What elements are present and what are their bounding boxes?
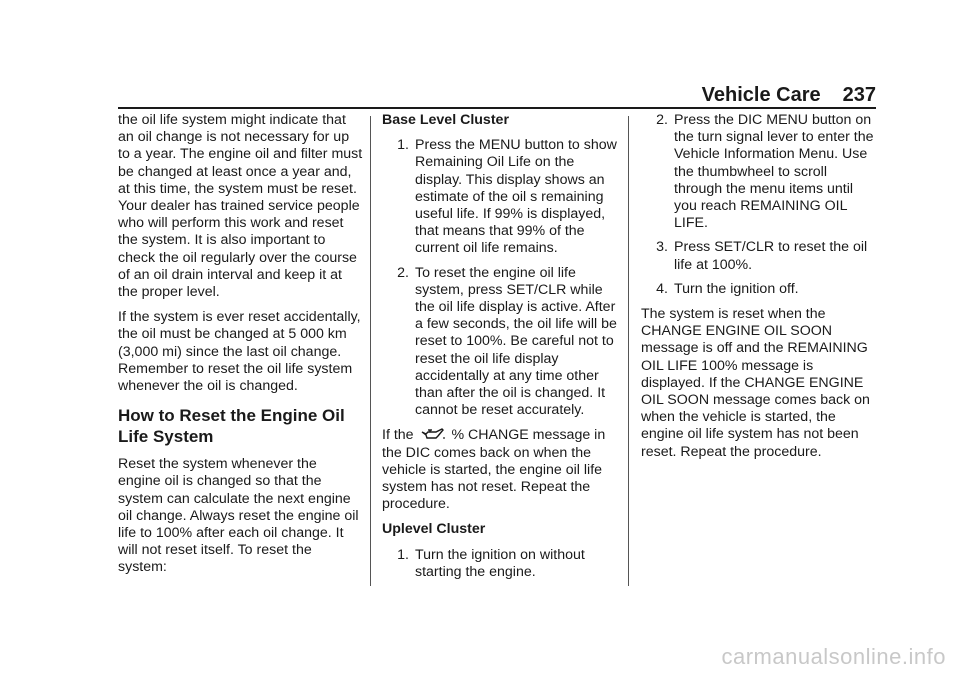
paragraph: The system is reset when the CHANGE ENGINE OIL SOON message is off and the REMAINING OIL LIFE 100% message is displayed. If the CHANGE ENGINE OIL SOON message comes back on when the vehicle is started, the engine oil life system has not been reset. Repeat the procedure. <box>641 306 870 460</box>
section-title: Vehicle Care <box>701 84 821 106</box>
column-1 <box>118 112 363 585</box>
list-item: 2. Press the DIC MENU button on the turn signal lever to enter the Vehicle Information Menu. Use the thumbwheel to scroll through the menu items until you reach REMAINING OIL LIFE. <box>656 112 874 232</box>
subheading-base-level: Base Level Cluster <box>382 112 509 128</box>
list-item: 4. Turn the ignition off. <box>656 280 799 297</box>
list-item: 2. To reset the engine oil life system, press SET/CLR while the oil life display is active. After a few seconds, the oil life will be reset to 100%. Be careful not to reset the oil life display accidentally at any time other than after the oil is changed. It cannot be reset accurately. <box>397 264 617 419</box>
page-header <box>702 84 876 107</box>
base-level-steps <box>382 137 618 419</box>
section-heading: How to Reset the Engine Oil Life System <box>118 406 345 447</box>
page-number: 237 <box>842 84 876 106</box>
list-item: 1. Turn the ignition on without starting the engine. <box>397 546 585 580</box>
paragraph: If the system is ever reset accidentally, the oil must be changed at 5 000 km (3,000 mi) since the last oil change. Remember to reset the oil life system whenever the oil is changed. <box>118 309 361 395</box>
paragraph: Reset the system whenever the engine oil is changed so that the system can calculate the next engine oil change. Always reset the engine oil life to 100% after each oil change. It will not reset itself. To reset the system: <box>118 456 359 576</box>
column-3 <box>641 112 877 469</box>
watermark: carmanualsonline.info <box>721 644 946 669</box>
list-item: 1. Press the MENU button to show Remaining Oil Life on the display. This display shows an estimate of the oil s remaining useful life. If 99% is displayed, that means that 99% of the current oil life remains. <box>397 137 617 257</box>
header-rule <box>118 107 876 109</box>
column-divider <box>370 116 371 586</box>
column-2 <box>382 112 618 589</box>
paragraph: If the % CHANGE message in the DIC comes back on when the vehicle is started, the engine oil life system has not reset. Repeat the procedure. <box>382 427 606 513</box>
uplevel-steps <box>382 547 618 581</box>
paragraph: the oil life system might indicate that an oil change is not necessary for up to a year. The engine oil and filter must be changed at least once a year and, at this time, the system must be reset. Your dealer has trained service people who will perform this work and reset the system. It is also important to check the oil regularly over the course of an oil drain interval and keep it at the proper level. <box>118 112 363 301</box>
oil-can-icon <box>420 428 446 442</box>
subheading-uplevel: Uplevel Cluster <box>382 521 486 538</box>
list-item: 3. Press SET/CLR to reset the oil life at 100%. <box>656 239 868 273</box>
uplevel-steps-continued <box>641 112 877 298</box>
column-divider <box>628 116 629 586</box>
